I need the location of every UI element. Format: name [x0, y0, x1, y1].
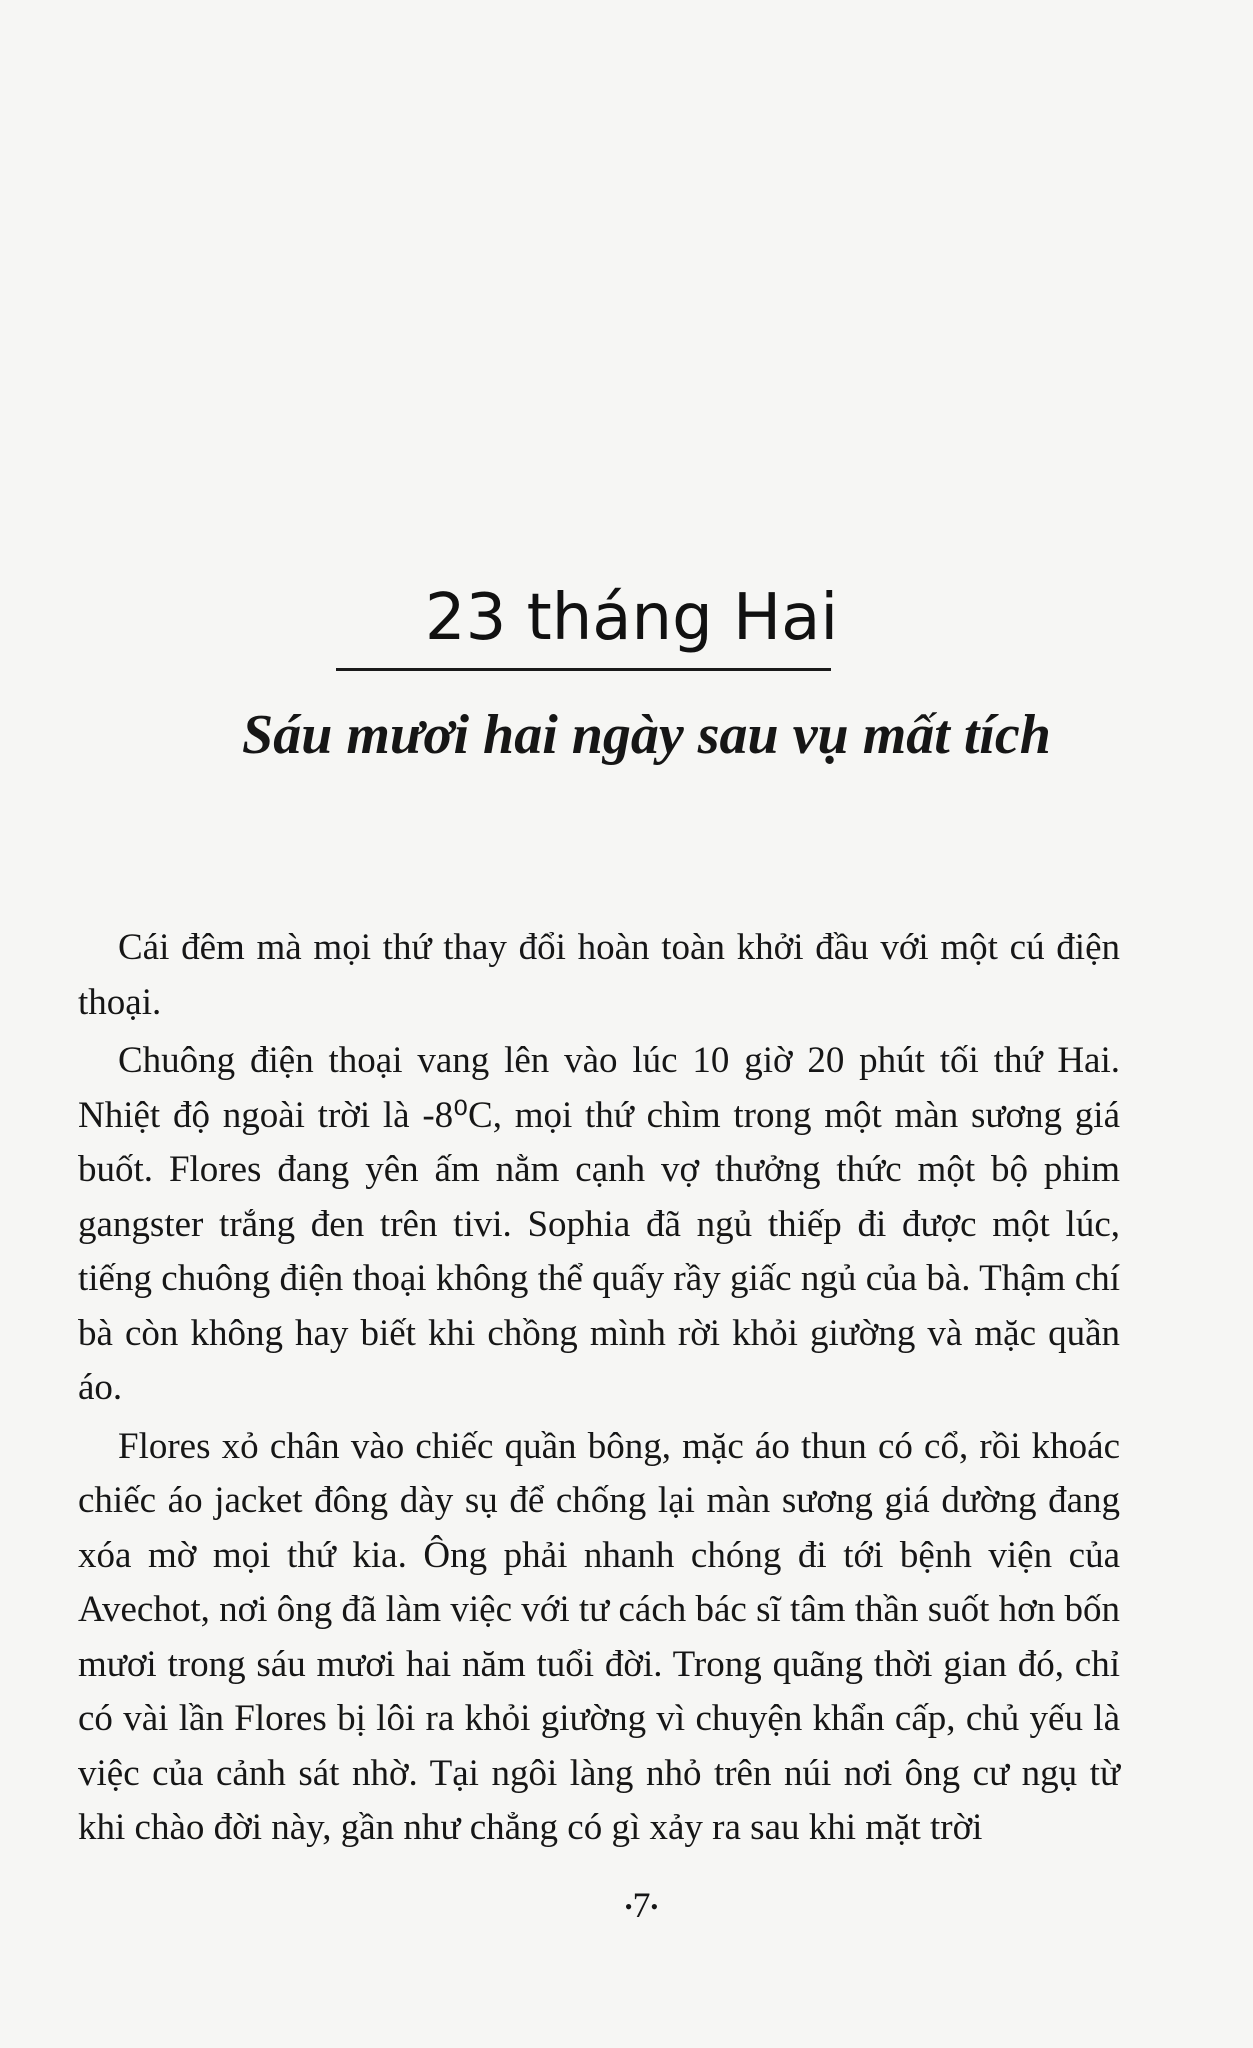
paragraph: Chuông điện thoại vang lên vào lúc 10 giờ 20 phút tối thứ Hai. Nhiệt độ ngoài trời là -8⁰C, mọi thứ chìm trong một màn sương giá buốt. Flores đang yên ấm nằm cạnh vợ thưởng thức một bộ phim gangster trắng đen trên tivi. Sophia đã ngủ thiếp đi được một lúc, tiếng chuông điện thoại không thể quấy rầy giấc ngủ của bà. Thậm chí bà còn không hay biết khi chồng mình rời khỏi giường và mặc quần áo.	[78, 1040, 1120, 1408]
chapter-title: 23 tháng Hai	[424, 581, 839, 655]
page-number-ornament-left: •	[624, 1893, 633, 1919]
title-divider	[336, 668, 831, 671]
body-text	[78, 921, 1120, 1860]
page-number-value: 7	[632, 1885, 651, 1925]
paragraph: Flores xỏ chân vào chiếc quần bông, mặc áo thun có cổ, rồi khoác chiếc áo jacket đông dày sụ để chống lại màn sương giá dường đang xóa mờ mọi thứ kia. Ông phải nhanh chóng đi tới bệnh viện của Avechot, nơi ông đã làm việc với tư cách bác sĩ tâm thần suốt hơn bốn mươi trong sáu mươi hai năm tuổi đời. Trong quãng thời gian đó, chỉ có vài lần Flores bị lôi ra khỏi giường vì chuyện khẩn cấp, chủ yếu là việc của cảnh sát nhờ. Tại ngôi làng nhỏ trên núi nơi ông cư ngụ từ khi chào đời này, gần như chẳng có gì xảy ra sau khi mặt trời	[78, 1425, 1120, 1848]
paragraph: Cái đêm mà mọi thứ thay đổi hoàn toàn khởi đầu với một cú điện thoại.	[78, 927, 1120, 1023]
page-number	[0, 1880, 1253, 1934]
page-number-ornament-right: •	[650, 1893, 659, 1919]
chapter-subtitle: Sáu mươi hai ngày sau vụ mất tích	[242, 704, 1051, 766]
